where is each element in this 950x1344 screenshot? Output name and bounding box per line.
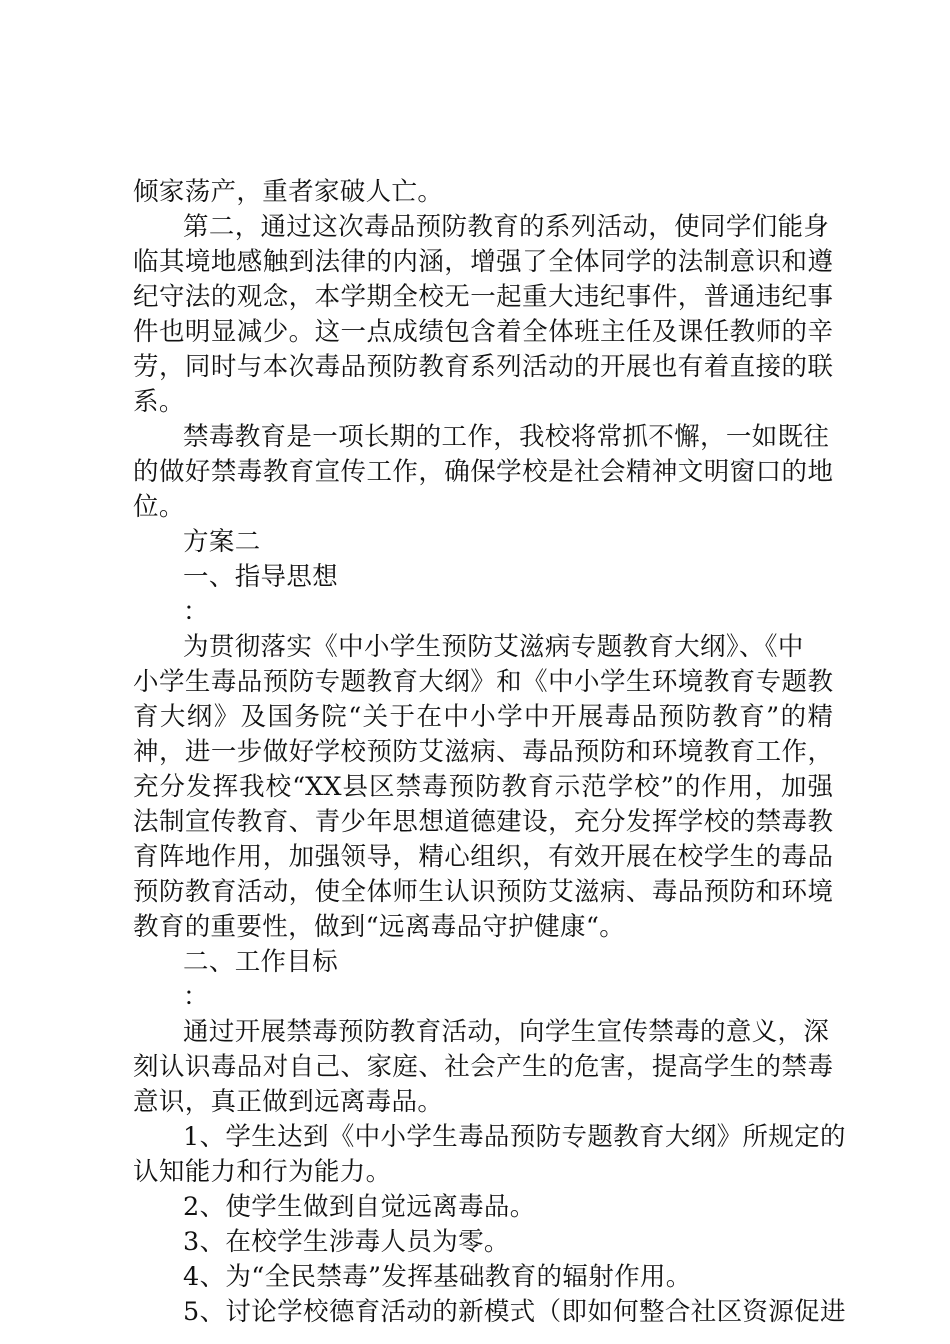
text-line: 刻认识毒品对自己、家庭、社会产生的危害，提高学生的禁毒 xyxy=(133,1052,833,1082)
text-line: 系。 xyxy=(133,387,185,417)
text-line: 神，进一步做好学校预防艾滋病、毒品预防和环境教育工作， xyxy=(133,737,833,767)
text-line: 件也明显减少。这一点成绩包含着全体班主任及课任教师的辛 xyxy=(133,317,833,347)
section-heading: 方案二 xyxy=(183,527,261,557)
text-line: 劳，同时与本次毒品预防教育系列活动的开展也有着直接的联 xyxy=(133,352,833,382)
text-line: 法制宣传教育、青少年思想道德建设，充分发挥学校的禁毒教 xyxy=(133,807,833,837)
text-line: 纪守法的观念，本学期全校无一起重大违纪事件，普通违纪事 xyxy=(133,282,833,312)
text-line: 小学生毒品预防专题教育大纲》和《中小学生环境教育专题教 xyxy=(133,667,833,697)
list-item: 4、为“全民禁毒”发挥基础教育的辐射作用。 xyxy=(183,1262,692,1292)
text-line: 教育的重要性，做到“远离毒品守护健康“。 xyxy=(133,912,626,942)
paragraph-line: 为贯彻落实《中小学生预防艾滋病专题教育大纲》、《中 xyxy=(183,632,804,662)
paragraph-line: 禁毒教育是一项长期的工作，我校将常抓不懈，一如既往 xyxy=(183,422,830,452)
text-line: 位。 xyxy=(133,492,185,522)
section-heading: 二、工作目标 xyxy=(183,947,339,977)
text-line: 认知能力和行为能力。 xyxy=(133,1157,392,1187)
paragraph-line: 通过开展禁毒预防教育活动，向学生宣传禁毒的意义，深 xyxy=(183,1017,830,1047)
colon-line: ： xyxy=(183,597,209,627)
text-line: 倾家荡产，重者家破人亡。 xyxy=(133,177,444,207)
text-line: 预防教育活动，使全体师生认识预防艾滋病、毒品预防和环境 xyxy=(133,877,833,907)
text-line: 育大纲》及国务院“关于在中小学中开展毒品预防教育”的精 xyxy=(133,702,833,732)
text-line: 充分发挥我校“XX县区禁毒预防教育示范学校”的作用，加强 xyxy=(133,772,833,802)
list-item: 5、讨论学校德育活动的新模式（即如何整合社区资源促进 xyxy=(183,1297,846,1327)
colon-line: ： xyxy=(183,982,209,1012)
section-heading: 一、指导思想 xyxy=(183,562,339,592)
paragraph-line: 第二，通过这次毒品预防教育的系列活动，使同学们能身 xyxy=(183,212,830,242)
text-line: 意识，真正做到远离毒品。 xyxy=(133,1087,444,1117)
text-line: 临其境地感触到法律的内涵，增强了全体同学的法制意识和遵 xyxy=(133,247,833,277)
list-item: 3、在校学生涉毒人员为零。 xyxy=(183,1227,510,1257)
text-line: 的做好禁毒教育宣传工作，确保学校是社会精神文明窗口的地 xyxy=(133,457,833,487)
list-item: 2、使学生做到自觉远离毒品。 xyxy=(183,1192,536,1222)
text-line: 育阵地作用，加强领导，精心组织，有效开展在校学生的毒品 xyxy=(133,842,833,872)
list-item: 1、学生达到《中小学生毒品预防专题教育大纲》所规定的 xyxy=(183,1122,846,1152)
